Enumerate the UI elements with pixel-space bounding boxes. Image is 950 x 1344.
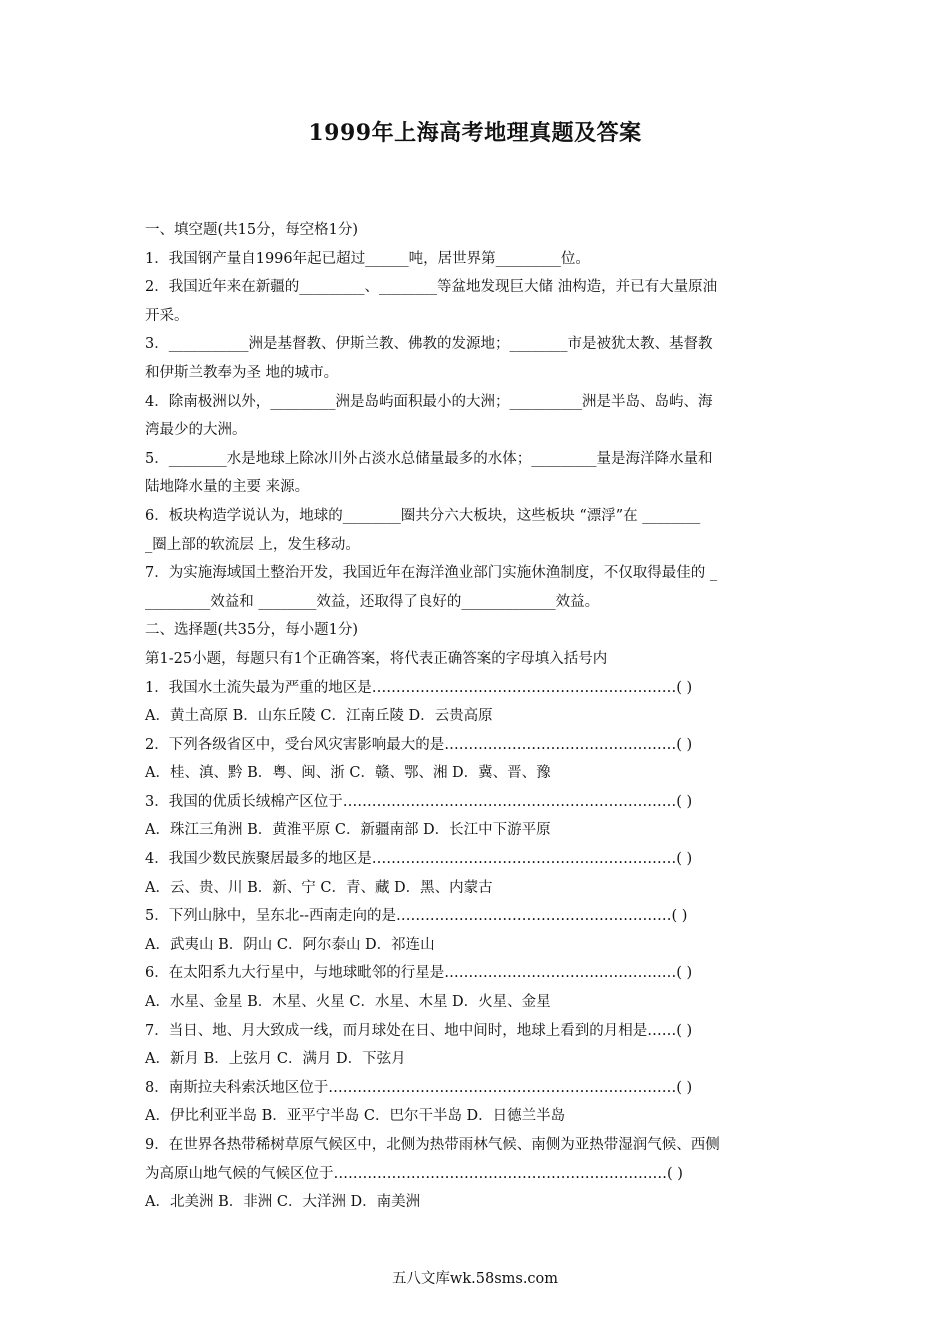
text-line: 一、填空题(共15分，每空格1分) [145, 222, 358, 238]
text-line: 湾最少的大洲。 [145, 422, 247, 439]
text-line: A．新月 B．上弦月 C．满月 D．下弦月 [145, 1051, 406, 1068]
text-line: 开采。 [145, 307, 189, 324]
text-line: 5．________水是地球上除冰川外占淡水总储量最多的水体；_________量是海洋降水量和 [145, 450, 713, 467]
text-line: A．黄土高原 B．山东丘陵 C．江南丘陵 D．云贵高原 [145, 708, 493, 725]
text-line: 4．我国少数民族聚居最多的地区是………………………………………………………( ) [145, 851, 693, 868]
text-line: 7．为实施海域国土整治开发，我国近年在海洋渔业部门实施休渔制度，不仅取得最佳的 _ [145, 565, 718, 582]
footer-watermark: 五八文库wk.58sms.com [391, 1271, 559, 1287]
text-line: 1．我国钢产量自1996年起已超过______吨，居世界第_________位。 [145, 250, 590, 267]
text-line: 7．当日、地、月大致成一线，而月球处在日、地中间时，地球上看到的月相是……( ) [145, 1022, 693, 1039]
text-line: 陆地降水量的主要 来源。 [145, 479, 310, 496]
text-line: 和伊斯兰教奉为圣 地的城市。 [145, 364, 339, 381]
text-line: A．伊比利亚半岛 B．亚平宁半岛 C．巴尔干半岛 D．日德兰半岛 [145, 1108, 566, 1125]
text-line: 二、选择题(共35分，每小题1分) [145, 622, 358, 639]
text-line: 4．除南极洲以外，_________洲是岛屿面积最小的大洲；__________洲是半岛、岛屿、海 [145, 393, 713, 410]
text-line: 8．南斯拉夫科索沃地区位于………………………………………………………………( ) [145, 1079, 693, 1096]
text-line: A．武夷山 B．阴山 C．阿尔泰山 D．祁连山 [145, 936, 435, 953]
text-line: _圈上部的软流层 上，发生移动。 [145, 536, 360, 553]
text-line: 3．___________洲是基督教、伊斯兰教、佛教的发源地；________市是被犹太教、基督教 [145, 336, 713, 353]
text-line: 2．我国近年来在新疆的_________、________等盆地发现巨大储 油构造，并已有大量原油 [145, 279, 718, 296]
text-line: 3．我国的优质长绒棉产区位于……………………………………………………………( ) [145, 793, 693, 810]
text-line: A．桂、滇、黔 B．粤、闽、浙 C．赣、鄂、湘 D．冀、晋、豫 [145, 765, 551, 782]
page-title: 1999年上海高考地理真题及答案 [308, 120, 642, 146]
text-line: A．云、贵、川 B．新、宁 C．青、藏 D．黑、内蒙古 [145, 879, 493, 896]
text-line: 9．在世界各热带稀树草原气候区中，北侧为热带雨林气候、南侧为亚热带湿润气候、西侧 [145, 1137, 720, 1153]
text-line: 1．我国水土流失最为严重的地区是………………………………………………………( ) [145, 679, 693, 696]
text-line: A．水星、金星 B．木星、火星 C．水星、木星 D．火星、金星 [145, 994, 551, 1011]
text-line: 5．下列山脉中，呈东北--西南走向的是…………………………………………………( ) [145, 908, 688, 925]
text-line: 为高原山地气候的气候区位于……………………………………………………………( ) [145, 1165, 683, 1182]
text-line: 第1-25小题，每题只有1个正确答案，将代表正确答案的字母填入括号内 [145, 650, 608, 667]
document-body [145, 216, 810, 1217]
text-line: 2．下列各级省区中，受台风灾害影响最大的是…………………………………………( ) [145, 736, 693, 753]
text-line: 6．板块构造学说认为，地球的________圈共分六大板块，这些板块 “漂浮”在 ________ [145, 507, 701, 524]
text-line: 6．在太阳系九大行星中，与地球毗邻的行星是…………………………………………( ) [145, 965, 693, 982]
text-line: A．珠江三角洲 B．黄淮平原 C．新疆南部 D．长江中下游平原 [145, 822, 551, 839]
text-line: A．北美洲 B．非洲 C．大洋洲 D．南美洲 [145, 1194, 421, 1211]
text-line: _________效益和 ________效益，还取得了良好的_____________效益。 [145, 593, 600, 610]
